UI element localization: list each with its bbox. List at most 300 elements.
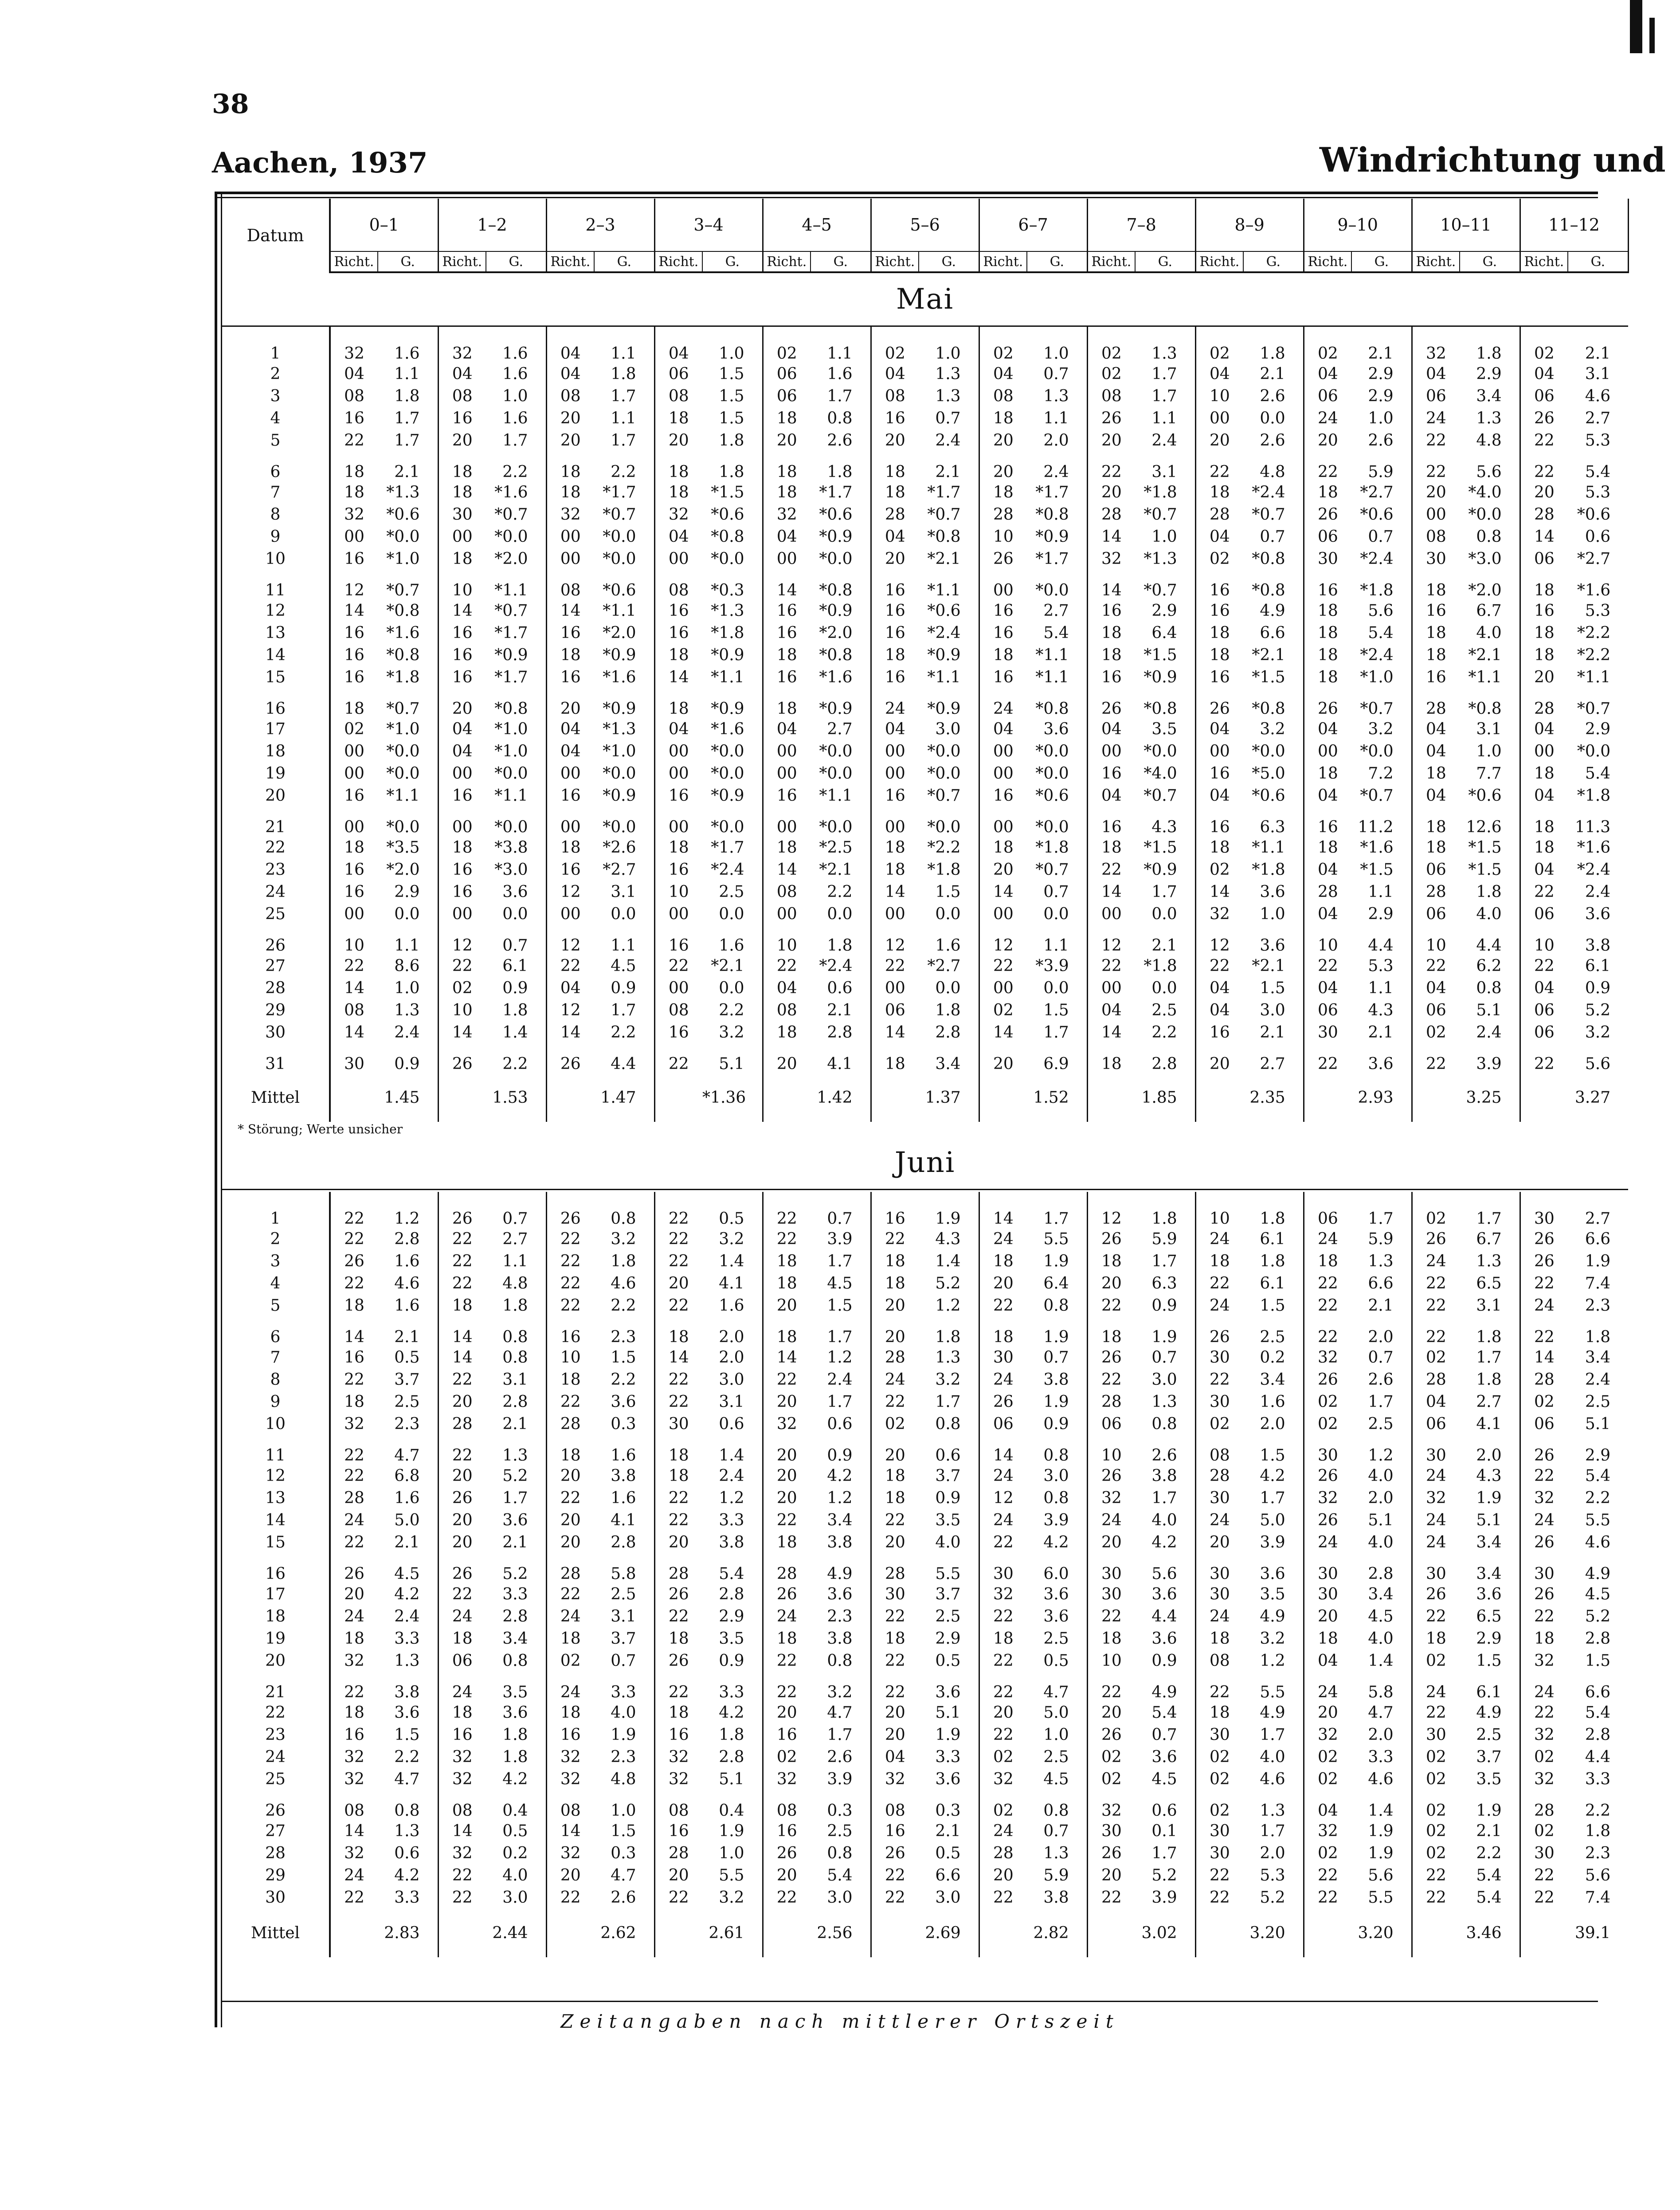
- speed-cell: 6.6: [1585, 1683, 1611, 1701]
- mittel-value: 1.85: [1141, 1088, 1177, 1107]
- top-inner-rule: [215, 197, 1598, 198]
- direction-cell: 18: [546, 1435, 594, 1465]
- speed-cell: *0.8: [1035, 700, 1069, 718]
- speed-cell: 0.0: [827, 905, 853, 923]
- direction-cell: 02: [1412, 1820, 1460, 1842]
- speed-cell: *2.0: [1468, 581, 1502, 600]
- direction-cell: 04: [1304, 784, 1351, 807]
- richt-header: Richt.: [1304, 251, 1351, 272]
- direction-cell: 00: [654, 762, 702, 784]
- speed-cell: 4.0: [1476, 905, 1502, 923]
- day-cell: 15: [222, 1531, 330, 1553]
- direction-cell: 18: [979, 481, 1027, 503]
- direction-cell: 18: [546, 481, 594, 503]
- speed-cell: 1.5: [827, 1296, 853, 1315]
- direction-cell: 06: [1520, 1021, 1568, 1043]
- speed-cell: 0.8: [1043, 1296, 1069, 1315]
- speed-cell: 6.5: [1476, 1607, 1502, 1626]
- direction-cell: 24: [871, 688, 919, 718]
- speed-cell: 4.4: [1151, 1607, 1177, 1626]
- direction-cell: 20: [979, 1272, 1027, 1294]
- direction-cell: 28: [438, 1413, 486, 1435]
- direction-cell: 32: [1304, 1346, 1351, 1368]
- direction-cell: 30: [438, 503, 486, 525]
- day-cell: 9: [222, 525, 330, 548]
- speed-cell: 3.2: [719, 1230, 744, 1248]
- speed-cell: 6.1: [1585, 956, 1611, 975]
- hour-header: 9–10: [1304, 199, 1412, 251]
- speed-cell: 0.0: [935, 905, 961, 923]
- direction-cell: 00: [654, 740, 702, 762]
- direction-cell: 18: [871, 1250, 919, 1272]
- direction-cell: 16: [330, 1724, 378, 1746]
- direction-cell: 20: [546, 1509, 594, 1531]
- direction-cell: 00: [979, 570, 1027, 600]
- speed-cell: 4.4: [1585, 1748, 1611, 1766]
- speed-cell: 1.9: [1476, 1489, 1502, 1507]
- speed-cell: 0.7: [502, 937, 528, 955]
- speed-cell: 1.5: [1260, 1446, 1285, 1465]
- speed-cell: 2.0: [1368, 1489, 1394, 1507]
- speed-cell: 1.8: [1476, 882, 1502, 901]
- direction-cell: 02: [1195, 858, 1243, 881]
- direction-cell: 20: [546, 688, 594, 718]
- speed-cell: 1.1: [611, 409, 636, 427]
- direction-cell: 22: [1195, 1272, 1243, 1294]
- speed-cell: 1.8: [935, 1001, 961, 1019]
- speed-cell: *2.1: [927, 549, 961, 568]
- table-row: [222, 1724, 1628, 1746]
- direction-cell: 06: [1520, 903, 1568, 925]
- direction-cell: 32: [871, 1768, 919, 1790]
- speed-cell: 1.0: [1151, 527, 1177, 546]
- direction-cell: 16: [438, 881, 486, 903]
- direction-cell: 22: [979, 1886, 1027, 1908]
- speed-cell: 4.3: [1368, 1001, 1394, 1019]
- direction-cell: 20: [1304, 429, 1351, 451]
- table-row: [222, 718, 1628, 740]
- speed-cell: 1.7: [1151, 364, 1177, 383]
- speed-cell: 1.7: [394, 431, 420, 450]
- direction-cell: 18: [1304, 1250, 1351, 1272]
- speed-cell: 5.3: [1585, 483, 1611, 502]
- speed-cell: 0.5: [935, 1651, 961, 1670]
- direction-cell: 22: [330, 1272, 378, 1294]
- speed-cell: 4.9: [1260, 1703, 1285, 1722]
- direction-cell: 20: [871, 1724, 919, 1746]
- direction-cell: 22: [763, 1228, 811, 1250]
- direction-cell: 18: [763, 1250, 811, 1272]
- direction-cell: 22: [763, 1650, 811, 1672]
- direction-cell: 06: [654, 363, 702, 385]
- direction-cell: 28: [1087, 1391, 1135, 1413]
- direction-cell: 18: [438, 481, 486, 503]
- month-title: Mai: [222, 272, 1628, 326]
- speed-cell: 5.4: [1476, 1888, 1502, 1907]
- direction-cell: 04: [1412, 718, 1460, 740]
- speed-cell: *1.3: [1143, 549, 1177, 568]
- speed-cell: 2.1: [1260, 1023, 1285, 1042]
- speed-cell: 5.4: [1585, 1703, 1611, 1722]
- speed-cell: *1.5: [1468, 838, 1502, 857]
- direction-cell: 28: [330, 1487, 378, 1509]
- speed-cell: 0.8: [502, 1348, 528, 1367]
- direction-cell: 18: [871, 836, 919, 858]
- direction-cell: 22: [871, 1228, 919, 1250]
- direction-cell: 14: [871, 881, 919, 903]
- speed-cell: *1.5: [1360, 860, 1394, 879]
- speed-cell: 1.3: [502, 1446, 528, 1465]
- speed-cell: *0.7: [386, 700, 420, 718]
- speed-cell: 4.2: [827, 1466, 853, 1485]
- richt-header: Richt.: [1195, 251, 1243, 272]
- speed-cell: 1.9: [1368, 1844, 1394, 1862]
- speed-cell: 1.1: [1043, 409, 1069, 427]
- direction-cell: 22: [546, 1250, 594, 1272]
- direction-cell: 00: [1087, 977, 1135, 999]
- speed-cell: 1.2: [394, 1210, 420, 1228]
- speed-cell: *0.0: [386, 527, 420, 546]
- direction-cell: 14: [330, 600, 378, 622]
- direction-cell: 18: [1412, 762, 1460, 784]
- speed-cell: 4.9: [1260, 601, 1285, 620]
- direction-cell: 02: [1304, 1746, 1351, 1768]
- speed-cell: 1.7: [1151, 882, 1177, 901]
- direction-cell: 00: [546, 525, 594, 548]
- speed-cell: 4.5: [827, 1274, 853, 1293]
- direction-cell: 18: [654, 1317, 702, 1346]
- speed-cell: 6.1: [1260, 1274, 1285, 1293]
- direction-cell: 20: [1304, 1605, 1351, 1627]
- hour-header: 7–8: [1087, 199, 1195, 251]
- speed-cell: *0.0: [819, 742, 853, 760]
- direction-cell: 10: [763, 925, 811, 955]
- speed-cell: 2.8: [1585, 1629, 1611, 1648]
- direction-cell: 26: [1304, 503, 1351, 525]
- speed-cell: *2.2: [1577, 646, 1611, 664]
- speed-cell: 3.6: [935, 1683, 961, 1701]
- mittel-value: 2.44: [492, 1924, 528, 1942]
- direction-cell: 16: [546, 784, 594, 807]
- speed-cell: 2.5: [1043, 1748, 1069, 1766]
- direction-cell: 24: [1520, 1509, 1568, 1531]
- direction-cell: 12: [546, 881, 594, 903]
- corner-mark-2: [1649, 18, 1655, 53]
- direction-cell: 22: [871, 1672, 919, 1701]
- direction-cell: 16: [330, 881, 378, 903]
- hour-header: 8–9: [1195, 199, 1304, 251]
- speed-cell: 2.4: [1585, 1370, 1611, 1389]
- speed-cell: *1.6: [1577, 838, 1611, 857]
- direction-cell: 18: [763, 1627, 811, 1650]
- direction-cell: 18: [546, 1701, 594, 1724]
- direction-cell: 00: [330, 807, 378, 836]
- speed-cell: *0.9: [1035, 527, 1069, 546]
- direction-cell: 10: [438, 999, 486, 1021]
- direction-cell: 00: [654, 807, 702, 836]
- speed-cell: *1.0: [386, 720, 420, 738]
- mittel-value: 1.52: [1033, 1088, 1069, 1107]
- speed-cell: 3.6: [611, 1392, 636, 1411]
- table-row: [222, 1435, 1628, 1465]
- direction-cell: 22: [1520, 451, 1568, 481]
- direction-cell: 20: [438, 429, 486, 451]
- direction-cell: 22: [871, 1391, 919, 1413]
- direction-cell: 22: [1304, 1272, 1351, 1294]
- direction-cell: 22: [871, 1605, 919, 1627]
- speed-cell: 1.0: [1043, 1725, 1069, 1744]
- speed-cell: 4.1: [827, 1055, 853, 1073]
- direction-cell: 20: [654, 1272, 702, 1294]
- speed-cell: 2.1: [827, 1001, 853, 1019]
- speed-cell: *1.1: [1035, 646, 1069, 664]
- direction-cell: 16: [330, 858, 378, 881]
- speed-cell: 5.4: [719, 1565, 744, 1583]
- direction-cell: 18: [330, 1701, 378, 1724]
- direction-cell: 22: [1412, 1605, 1460, 1627]
- direction-cell: 20: [763, 1294, 811, 1317]
- direction-cell: 18: [871, 644, 919, 666]
- speed-cell: 2.1: [1151, 937, 1177, 955]
- direction-cell: 18: [763, 1272, 811, 1294]
- speed-cell: *0.6: [1360, 505, 1394, 524]
- speed-cell: *0.9: [1143, 668, 1177, 686]
- speed-cell: 1.7: [394, 409, 420, 427]
- direction-cell: 10: [546, 1346, 594, 1368]
- day-cell: 22: [222, 836, 330, 858]
- direction-cell: 00: [1195, 407, 1243, 429]
- direction-cell: 02: [1412, 1790, 1460, 1820]
- speed-cell: *2.5: [819, 838, 853, 857]
- direction-cell: 14: [438, 1820, 486, 1842]
- speed-cell: 2.7: [502, 1230, 528, 1248]
- table-row: [222, 858, 1628, 881]
- direction-cell: 22: [654, 1192, 702, 1228]
- speed-cell: 0.4: [719, 1802, 744, 1820]
- mittel-spacer: [438, 1073, 486, 1122]
- direction-cell: 12: [546, 999, 594, 1021]
- speed-cell: 1.8: [502, 1001, 528, 1019]
- direction-cell: 16: [330, 407, 378, 429]
- direction-cell: 04: [1087, 999, 1135, 1021]
- speed-cell: 0.1: [1151, 1822, 1177, 1840]
- richt-header: Richt.: [1412, 251, 1460, 272]
- speed-cell: 5.9: [1368, 463, 1394, 481]
- direction-cell: 32: [546, 503, 594, 525]
- speed-cell: 6.1: [502, 956, 528, 975]
- direction-cell: 18: [1412, 1627, 1460, 1650]
- day-cell: 12: [222, 1465, 330, 1487]
- speed-cell: 0.0: [394, 905, 420, 923]
- direction-cell: 30: [1520, 1842, 1568, 1864]
- table-row: [222, 1672, 1628, 1701]
- speed-cell: 1.5: [719, 409, 744, 427]
- speed-cell: *0.9: [494, 646, 528, 664]
- speed-cell: 0.0: [935, 979, 961, 997]
- direction-cell: 12: [330, 570, 378, 600]
- speed-cell: 5.9: [1368, 1230, 1394, 1248]
- speed-cell: 7.7: [1476, 764, 1502, 783]
- speed-cell: 1.3: [935, 364, 961, 383]
- speed-cell: 1.8: [1260, 1210, 1285, 1228]
- speed-cell: 2.6: [1260, 387, 1285, 405]
- speed-cell: 0.9: [394, 1055, 420, 1073]
- day-cell: 6: [222, 451, 330, 481]
- table-row: [222, 1583, 1628, 1605]
- speed-cell: 1.8: [827, 463, 853, 481]
- direction-cell: 20: [979, 451, 1027, 481]
- mittel-value: 1.53: [492, 1088, 528, 1107]
- mittel-spacer: [546, 1073, 594, 1122]
- speed-cell: 2.0: [1476, 1446, 1502, 1465]
- speed-cell: 5.6: [1476, 463, 1502, 481]
- speed-cell: 6.5: [1476, 1274, 1502, 1293]
- speed-cell: 3.4: [502, 1629, 528, 1648]
- speed-cell: 2.6: [1151, 1446, 1177, 1465]
- direction-cell: 18: [763, 451, 811, 481]
- direction-cell: 26: [1520, 1228, 1568, 1250]
- speed-cell: *3.0: [1468, 549, 1502, 568]
- speed-cell: *0.0: [1143, 742, 1177, 760]
- day-cell: 10: [222, 1413, 330, 1435]
- direction-cell: 02: [546, 1650, 594, 1672]
- hour-header: 2–3: [546, 199, 654, 251]
- direction-cell: 16: [871, 600, 919, 622]
- direction-cell: 24: [979, 1465, 1027, 1487]
- speed-cell: 2.6: [1368, 431, 1394, 450]
- speed-cell: *0.0: [819, 818, 853, 836]
- speed-cell: *0.0: [819, 764, 853, 783]
- bottom-rule: [222, 2001, 1598, 2002]
- speed-cell: 1.8: [611, 364, 636, 383]
- speed-cell: 1.5: [1476, 1651, 1502, 1670]
- mittel-spacer: [330, 1908, 378, 1957]
- speed-cell: *0.8: [386, 646, 420, 664]
- direction-cell: 02: [1412, 1346, 1460, 1368]
- direction-cell: 04: [1412, 363, 1460, 385]
- speed-cell: 0.8: [1476, 979, 1502, 997]
- direction-cell: 08: [654, 1790, 702, 1820]
- direction-cell: 28: [1412, 881, 1460, 903]
- direction-cell: 18: [763, 1021, 811, 1043]
- direction-cell: 04: [330, 363, 378, 385]
- speed-cell: 5.9: [1151, 1230, 1177, 1248]
- day-cell: 7: [222, 481, 330, 503]
- direction-cell: 06: [1412, 903, 1460, 925]
- direction-cell: 00: [438, 903, 486, 925]
- speed-cell: *0.9: [603, 786, 636, 805]
- direction-cell: 02: [1195, 1790, 1243, 1820]
- speed-cell: *1.5: [1143, 838, 1177, 857]
- direction-cell: 04: [1304, 977, 1351, 999]
- day-cell: 19: [222, 762, 330, 784]
- speed-cell: 4.4: [1368, 937, 1394, 955]
- mittel-value: 2.56: [817, 1924, 853, 1942]
- speed-cell: 4.9: [1476, 1703, 1502, 1722]
- direction-cell: 28: [546, 1413, 594, 1435]
- direction-cell: 00: [979, 740, 1027, 762]
- speed-cell: 1.8: [719, 1725, 744, 1744]
- speed-cell: 2.2: [1476, 1844, 1502, 1862]
- speed-cell: *1.1: [1252, 838, 1285, 857]
- direction-cell: 00: [438, 525, 486, 548]
- speed-cell: 3.5: [1476, 1770, 1502, 1788]
- direction-cell: 22: [438, 1583, 486, 1605]
- speed-cell: *0.7: [386, 581, 420, 600]
- speed-cell: 4.2: [1260, 1466, 1285, 1485]
- direction-cell: 22: [1087, 1672, 1135, 1701]
- day-cell: 11: [222, 570, 330, 600]
- speed-cell: 2.1: [1368, 1296, 1394, 1315]
- direction-cell: 18: [654, 836, 702, 858]
- speed-cell: 1.4: [1368, 1651, 1394, 1670]
- direction-cell: 18: [1087, 1043, 1135, 1073]
- speed-cell: *3.5: [386, 838, 420, 857]
- direction-cell: 32: [330, 1768, 378, 1790]
- speed-cell: 6.3: [1260, 818, 1285, 836]
- table-row: [222, 1368, 1628, 1391]
- direction-cell: 12: [1087, 1192, 1135, 1228]
- speed-cell: 1.9: [935, 1210, 961, 1228]
- direction-cell: 18: [1195, 836, 1243, 858]
- speed-cell: 4.4: [1476, 937, 1502, 955]
- direction-cell: 22: [1195, 1864, 1243, 1886]
- direction-cell: 18: [871, 1627, 919, 1650]
- direction-cell: 32: [546, 1842, 594, 1864]
- speed-cell: 2.1: [935, 1822, 961, 1840]
- datum-header: Datum: [222, 199, 330, 272]
- speed-cell: 3.9: [1151, 1888, 1177, 1907]
- day-cell: 27: [222, 1820, 330, 1842]
- direction-cell: 28: [1412, 688, 1460, 718]
- direction-cell: 18: [1087, 622, 1135, 644]
- direction-cell: 02: [871, 1413, 919, 1435]
- mittel-label: Mittel: [222, 1908, 330, 1957]
- speed-cell: *0.6: [386, 505, 420, 524]
- speed-cell: 1.8: [502, 1725, 528, 1744]
- speed-cell: 2.2: [611, 1370, 636, 1389]
- speed-cell: 1.6: [827, 364, 853, 383]
- speed-cell: 5.4: [1476, 1866, 1502, 1885]
- direction-cell: 22: [1087, 1886, 1135, 1908]
- speed-cell: 3.8: [827, 1629, 853, 1648]
- direction-cell: 18: [1520, 836, 1568, 858]
- speed-cell: 1.1: [502, 1252, 528, 1270]
- speed-cell: *0.8: [819, 646, 853, 664]
- speed-cell: 3.2: [1260, 720, 1285, 738]
- speed-cell: *1.8: [1577, 786, 1611, 805]
- direction-cell: 20: [763, 1043, 811, 1073]
- direction-cell: 10: [1304, 925, 1351, 955]
- speed-cell: *0.7: [1577, 700, 1611, 718]
- speed-cell: 2.2: [1585, 1489, 1611, 1507]
- speed-cell: 0.8: [502, 1651, 528, 1670]
- direction-cell: 24: [1087, 1509, 1135, 1531]
- speed-cell: 2.8: [502, 1607, 528, 1626]
- table-row: [222, 1346, 1628, 1368]
- direction-cell: 30: [1412, 1724, 1460, 1746]
- direction-cell: 22: [1087, 955, 1135, 977]
- direction-cell: 20: [871, 1531, 919, 1553]
- direction-cell: 08: [763, 999, 811, 1021]
- speed-cell: 2.9: [1476, 1629, 1502, 1648]
- direction-cell: 04: [546, 326, 594, 363]
- direction-cell: 18: [330, 481, 378, 503]
- direction-cell: 26: [1087, 1346, 1135, 1368]
- speed-cell: *0.7: [1143, 581, 1177, 600]
- direction-cell: 22: [654, 955, 702, 977]
- direction-cell: 04: [546, 977, 594, 999]
